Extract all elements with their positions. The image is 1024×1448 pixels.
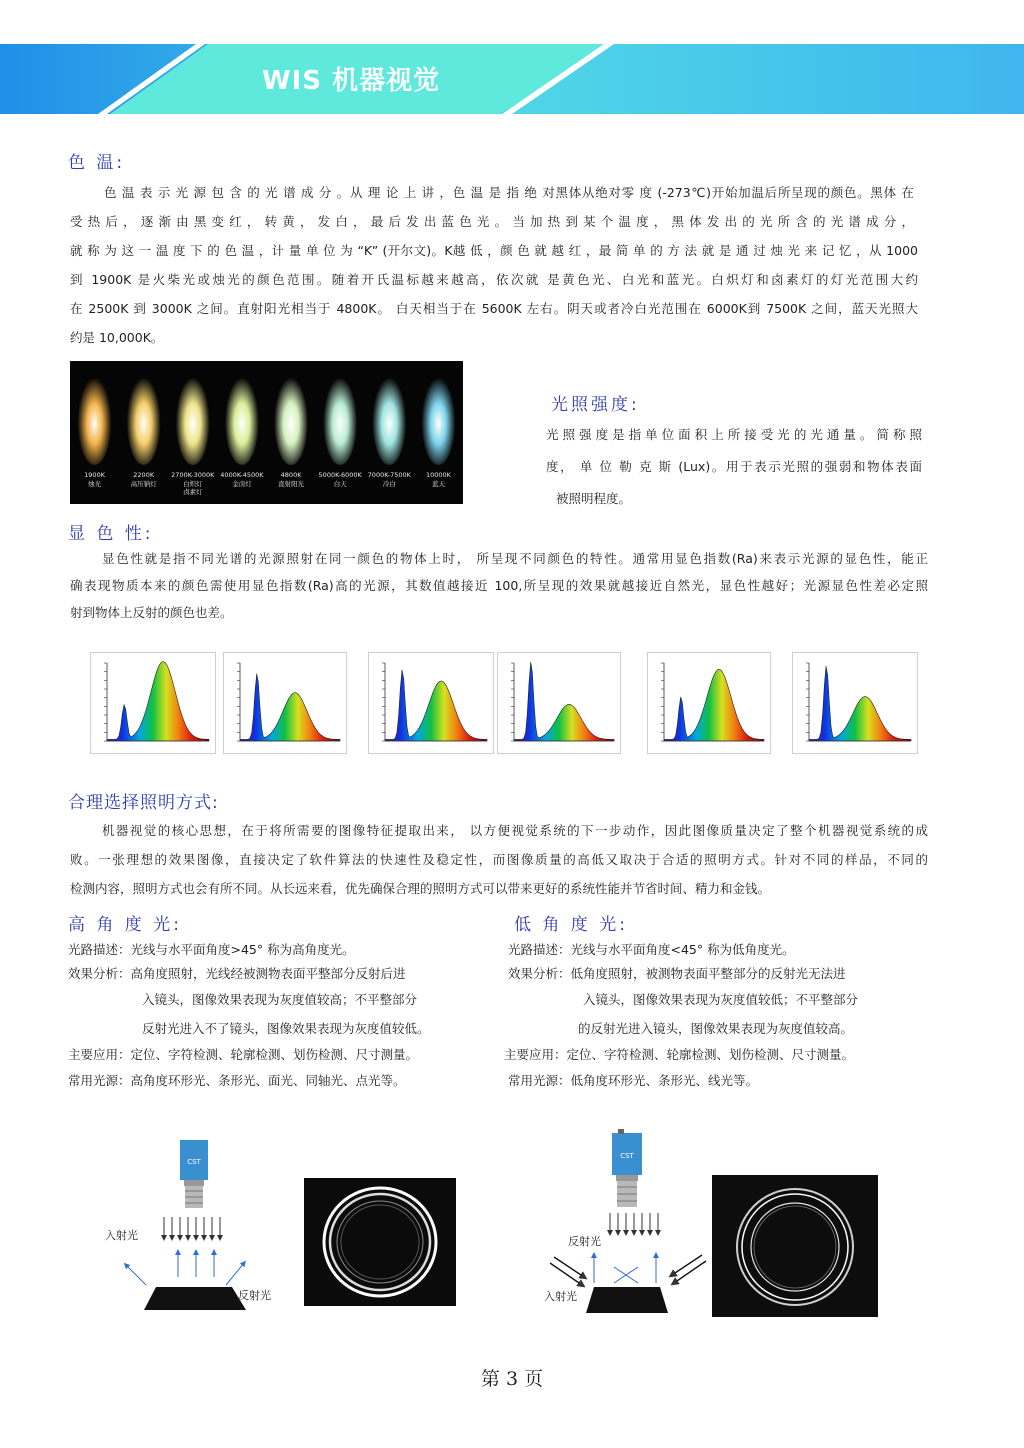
heading-illuminance: 光照强度: (551, 395, 640, 415)
low-angle-diagram (538, 1125, 718, 1315)
paragraph-line: 度， 单 位 勒 克 斯 (Lux)。用于表示光照的强弱和物体表面 (546, 459, 922, 474)
high-angle-effect: 反射光进入不了镜头，图像效果表现为灰度值较低。 (142, 1021, 430, 1036)
spectrum-curve (664, 669, 764, 741)
low-angle-effect: 的反射光进入镜头，图像效果表现为灰度值较高。 (578, 1021, 854, 1036)
spectrum-curve (385, 670, 487, 741)
paragraph-line: 到 1900K 是火柴光或烛光的颜色范围。随着开氏温标越来越高，依次就 是黄色光、白光和蓝光。白炽灯和卤素灯的灯光范围大约 (70, 272, 918, 287)
light-swatch (323, 373, 357, 465)
spectrum-curve (107, 661, 209, 741)
swatch-temperature-label: 1900K (84, 471, 105, 479)
swatch-source-label: 蓝天 (431, 480, 445, 488)
swatch-temperature-label: 2700K-3000K (171, 471, 215, 479)
paragraph-line: 确表现物质本来的颜色需使用显色指数(Ra)高的光源，其数值越接近 100,所呈现的效果就越接近自然光，显色性越好；光源显色性差必定照 (70, 578, 928, 593)
paragraph-line: 射到物体上反射的颜色也差。 (70, 605, 233, 620)
heading-color-rendering: 显 色 性: (68, 524, 154, 544)
banner-shape (0, 44, 1024, 114)
swatch-source-label: 白炽灯 (183, 480, 203, 488)
swatch-source-label: 高压钠灯 (130, 480, 157, 488)
paragraph-line: 受 热 后 ， 逐 渐 由 黑 变 红 ， 转 黄 ， 发 白 ， 最 后 发 出 蓝 色 光 。 当 加 热 到 某 个 温 度 ， 黑 体 发 出 的 光 所 含 的 光 谱 成 分 ， (70, 214, 914, 229)
paragraph-line: 显色性就是指不同光谱的光源照射在同一颜色的物体上时， 所呈现不同颜色的特性。通常用显色指数(Ra)来表示光源的显色性，能正 (102, 551, 928, 566)
light-swatch (78, 373, 112, 465)
low-angle-path: 光路描述：光线与水平面角度<45° 称为低角度光。 (508, 942, 795, 957)
swatch-source-label: 金卤灯 (232, 480, 252, 488)
low-angle-result-image (712, 1175, 878, 1317)
spectrum-plot (368, 652, 494, 754)
swatch-source-label: 卤素灯 (183, 488, 203, 496)
light-swatch (127, 373, 161, 465)
light-swatch (225, 373, 259, 465)
light-swatch (421, 373, 455, 465)
spectrum-curve (514, 662, 614, 741)
color-temperature-chart (70, 361, 463, 504)
camera-brand: CST (187, 1158, 201, 1166)
spectrum-curve (809, 666, 911, 741)
page-number: 第 3 页 (480, 1368, 544, 1390)
camera-brand: CST (620, 1152, 634, 1160)
incident-light-label: 入射光 (544, 1290, 577, 1303)
incident-light-label: 入射光 (105, 1229, 138, 1242)
high-angle-result-image (304, 1178, 456, 1306)
reflected-light-label: 反射光 (568, 1235, 601, 1248)
low-angle-application: 主要应用：定位、字符检测、轮廓检测、划伤检测、尺寸测量。 (504, 1047, 855, 1062)
header-banner (0, 44, 1024, 114)
sample-object (144, 1287, 246, 1310)
paragraph-line: 被照明程度。 (556, 491, 632, 506)
high-angle-diagram (100, 1135, 280, 1315)
high-angle-effect: 效果分析：高角度照射，光线经被测物表面平整部分反射后进 (68, 966, 406, 981)
paragraph-line: 约是 10,000K。 (70, 330, 164, 345)
swatch-source-label: 冷白 (382, 480, 396, 488)
spectrum-plot (223, 652, 347, 754)
spectrum-plot (90, 652, 216, 754)
low-angle-effect: 入镜头，图像效果表现为灰度值较低；不平整部分 (583, 992, 859, 1007)
swatch-source-label: 烛光 (88, 480, 102, 488)
low-angle-effect: 效果分析：低角度照射，被测物表面平整部分的反射光无法进 (508, 966, 846, 981)
low-angle-sources: 常用光源：低角度环形光、条形光、线光等。 (508, 1073, 759, 1088)
swatch-temperature-label: 5000K-6000K (318, 471, 362, 479)
swatch-temperature-label: 4000K-4500K (220, 471, 264, 479)
banner-title: WIS 机器视觉 (262, 66, 441, 96)
spectrum-plot (647, 652, 771, 754)
high-angle-effect: 入镜头，图像效果表现为灰度值较高；不平整部分 (142, 992, 418, 1007)
high-angle-path: 光路描述：光线与水平面角度>45° 称为高角度光。 (68, 942, 355, 957)
heading-color-temperature: 色 温: (68, 153, 126, 173)
color-temperature-swatches (70, 361, 463, 504)
light-swatch (176, 373, 210, 465)
spectrum-plot (792, 652, 918, 754)
light-swatch (274, 373, 308, 465)
heading-lighting-method: 合理选择照明方式: (68, 793, 219, 813)
high-angle-application: 主要应用：定位、字符检测、轮廓检测、划伤检测、尺寸测量。 (68, 1047, 419, 1062)
swatch-source-label: 直射阳光 (278, 480, 305, 488)
heading-low-angle: 低 角 度 光: (514, 915, 628, 935)
swatch-source-label: 白天 (333, 480, 347, 488)
spectrum-plot (497, 652, 621, 754)
high-angle-sources: 常用光源：高角度环形光、条形光、面光、同轴光、点光等。 (68, 1073, 406, 1088)
paragraph-line: 光照强度是指单位面积上所接受光的光通量。简称照 (546, 427, 922, 442)
paragraph-line: 在 2500K 到 3000K 之间。直射阳光相当于 4800K。 白天相当于在 5600K 左右。阴天或者冷白光范围在 6000K到 7500K 之间，蓝天光照大 (70, 301, 918, 316)
swatch-temperature-label: 10000K (425, 471, 451, 479)
heading-high-angle: 高 角 度 光: (68, 915, 182, 935)
paragraph-line: 败。一张理想的效果图像，直接决定了软件算法的快速性及稳定性，而图像质量的高低又取决于合适的照明方式。针对不同的样品，不同的 (70, 852, 928, 867)
swatch-temperature-label: 2200K (133, 471, 155, 479)
swatch-temperature-label: 7000K-7500K (367, 471, 411, 479)
reflected-light-label: 反射光 (238, 1289, 271, 1302)
light-swatch (372, 373, 406, 465)
spectrum-curve (240, 674, 340, 741)
paragraph-line: 就 称 为 这 一 温 度 下 的 色 温 ，计 量 单 位 为 “K” (开尔文)。K越 低 ，颜 色 就 越 红 ，最 简 单 的 方 法 就 是 通 过 烛 光 来 记 忆 ，从 1000 (70, 243, 918, 258)
paragraph-line: 色 温 表 示 光 源 包 含 的 光 谱 成 分 。从 理 论 上 讲 ，色 温 是 指 绝 对黑体从绝对零 度 (-273℃)开始加温后所呈现的颜色。黑体 在 (104, 185, 914, 200)
paragraph-line: 机器视觉的核心思想，在于将所需要的图像特征提取出来， 以方便视觉系统的下一步动作，因此图像质量决定了整个机器视觉系统的成 (102, 823, 928, 838)
swatch-temperature-label: 4800K (280, 471, 302, 479)
paragraph-line: 检测内容，照明方式也会有所不同。从长远来看，优先确保合理的照明方式可以带来更好的系统性能并节省时间、精力和金钱。 (70, 881, 771, 896)
sample-object (586, 1287, 668, 1313)
